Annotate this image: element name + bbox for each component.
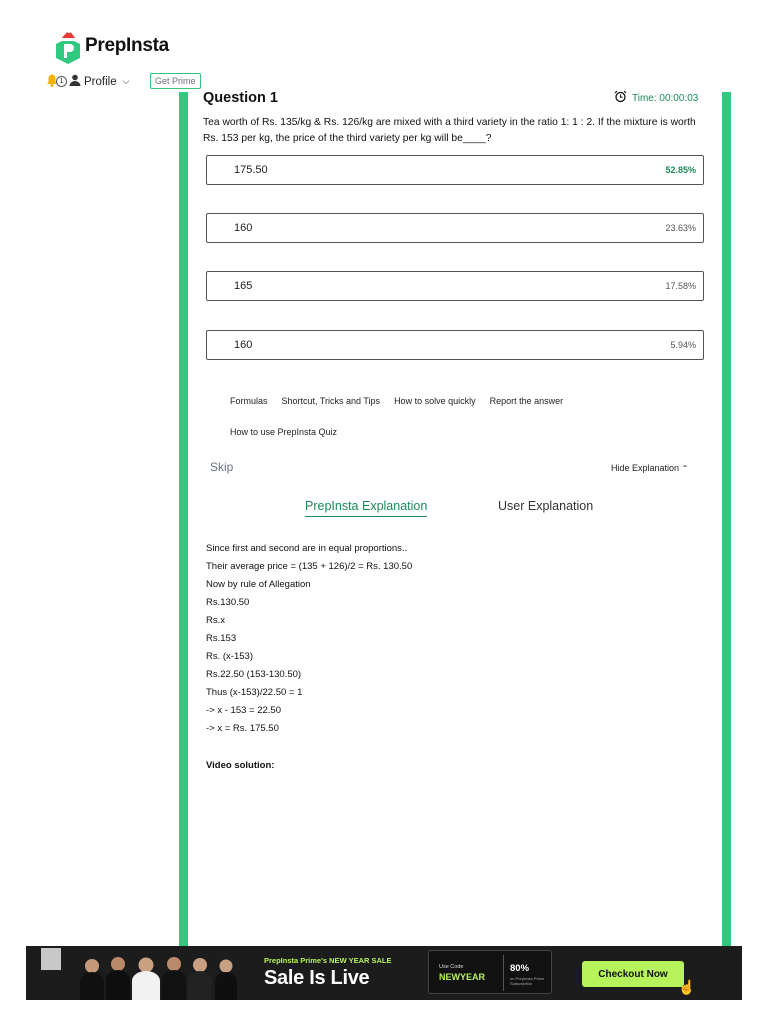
top-bar [0,0,768,92]
shortcuts-link[interactable]: Shortcut, Tricks and Tips [281,396,381,406]
coupon-box [428,950,552,994]
chevron-up-icon: ⌃ [681,464,689,473]
user-bar [44,72,129,91]
explanation-line: Thus (x-153)/22.50 = 1 [206,687,303,698]
quiz-border-left [179,92,188,947]
tab-prepinsta-explanation[interactable]: PrepInsta Explanation [305,499,427,517]
explanation-line: Rs. (x-153) [206,651,253,662]
quiz-border-right [722,92,731,947]
hand-pointer-icon: ☝ [678,979,696,995]
option-1[interactable] [206,155,704,185]
alarm-clock-icon [614,90,627,106]
report-answer-link[interactable]: Report the answer [489,396,564,406]
coupon-code: NEWYEAR [439,972,486,982]
explanation-line: Their average price = (135 + 126)/2 = Rs. 130.50 [206,561,413,572]
formulas-link[interactable]: Formulas [230,396,268,406]
option-4[interactable] [206,330,704,360]
get-prime-button[interactable]: Get Prime [150,73,201,89]
chevron-down-icon[interactable]: ⌵ [122,76,130,86]
banner-people-image [74,952,242,1000]
banner-title: Sale Is Live [264,967,370,989]
hide-explanation-label: Hide Explanation [611,463,680,473]
option-2[interactable] [206,213,704,243]
discount-note: on PrepInsta Prime Subscription [510,976,545,986]
helper-links [230,396,577,406]
user-icon[interactable] [69,74,81,89]
timer [614,90,698,106]
question-title: Question 1 [203,90,278,106]
option-percent: 23.63% [665,223,696,233]
banner-subtitle: PrepInsta Prime's NEW YEAR SALE [264,956,392,965]
how-to-use-link[interactable]: How to use PrepInsta Quiz [230,427,338,437]
coupon-label: Use Code [439,964,464,970]
option-3[interactable] [206,271,704,301]
explanation-line: -> x = Rs. 175.50 [206,723,279,734]
skip-button[interactable]: Skip [210,460,234,474]
explanation-line: Rs.130.50 [206,597,250,608]
tab-user-explanation[interactable]: User Explanation [498,499,594,513]
logo-icon [54,30,82,62]
option-value: 175.50 [234,164,268,176]
coupon-divider [503,955,504,991]
option-value: 165 [234,280,253,292]
video-solution-label: Video solution: [206,760,275,771]
timer-text: Time: 00:00:03 [632,92,699,104]
explanation-line: Rs.153 [206,633,237,644]
how-to-solve-link[interactable]: How to solve quickly [394,396,476,406]
notification-count: 1 [56,76,67,87]
discount-value: 80% [510,963,530,974]
banner-close-box[interactable] [41,948,61,970]
hide-explanation-button[interactable] [611,463,688,473]
option-percent: 5.94% [670,340,696,350]
explanation-line: -> x - 153 = 22.50 [206,705,281,716]
option-value: 160 [234,339,253,351]
explanation-line: Rs.22.50 (153-130.50) [206,669,302,680]
brand-name: PrepInsta [85,35,169,56]
explanation-line: Rs.x [206,615,225,626]
explanation-line: Now by rule of Allegation [206,579,311,590]
explanation-body [206,542,412,740]
question-text: Tea worth of Rs. 135/kg & Rs. 126/kg are mixed with a third variety in the ratio 1: 1 : 2. If the mixture is worth Rs. 153 per kg, the price of the third variety per kg will be____? [203,117,696,144]
promo-banner[interactable] [26,946,742,1000]
prepinsta-logo[interactable] [54,30,169,62]
option-percent: 17.58% [665,281,696,291]
checkout-now-button[interactable]: Checkout Now [582,961,684,987]
option-value: 160 [234,222,253,234]
option-percent: 52.85% [665,165,696,175]
explanation-line: Since first and second are in equal proportions.. [206,543,408,554]
profile-menu[interactable]: Profile [84,75,117,88]
